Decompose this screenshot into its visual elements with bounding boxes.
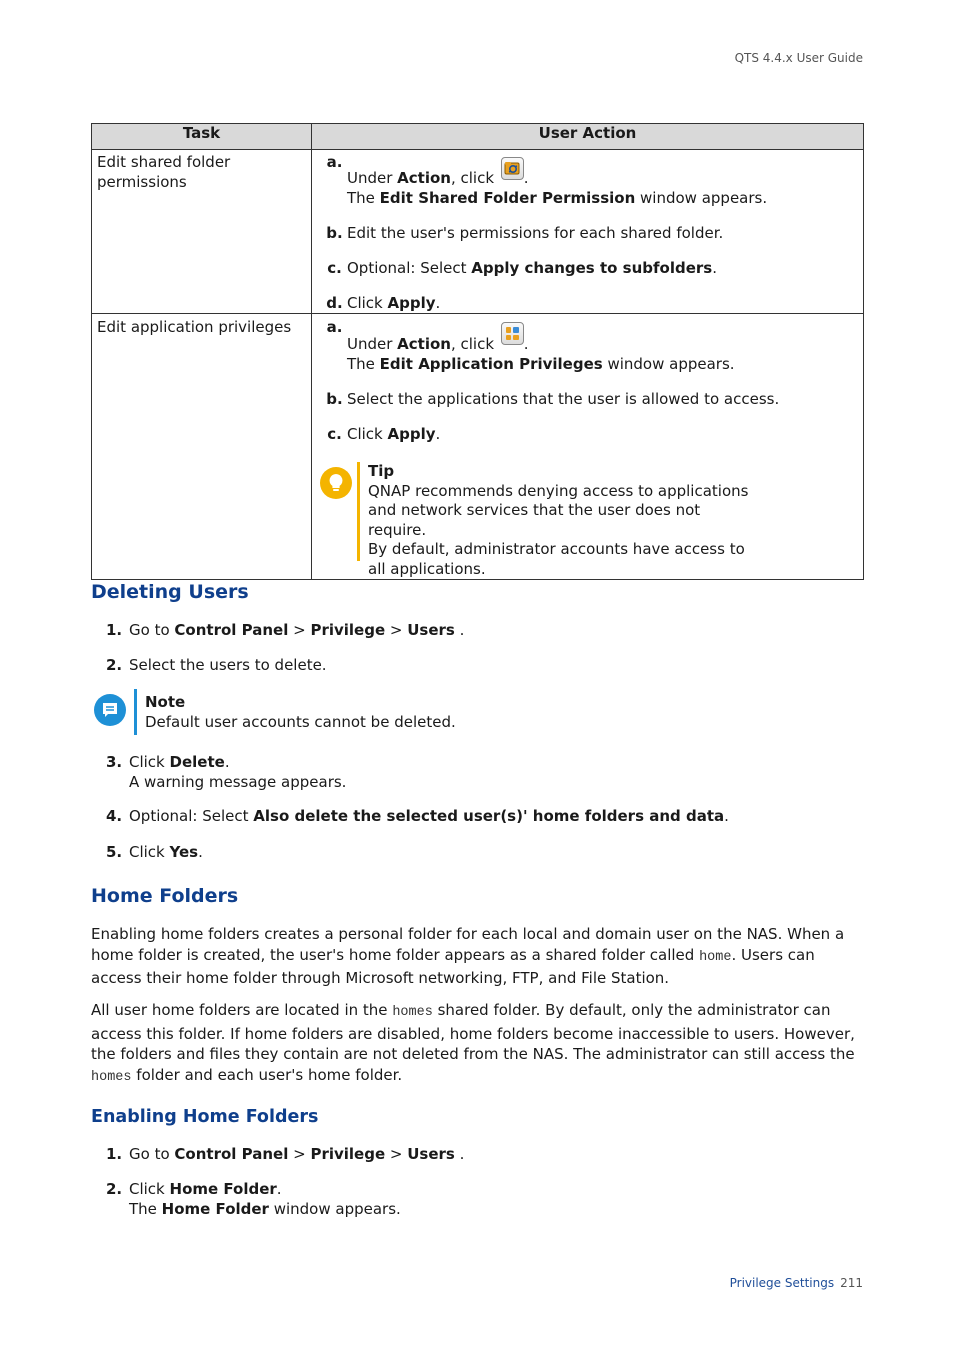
section-heading-deleting-users: Deleting Users [91,581,249,603]
note-body: Default user accounts cannot be deleted. [145,713,456,731]
list-item: 1. Go to Control Panel > Privilege > Users . [106,1145,465,1163]
table-row [92,314,864,580]
task-cell: Edit application privileges [92,314,312,580]
note-bar [134,689,137,735]
tip-text: Tip QNAP recommends denying access to applications and network services that the user does not require. By default, administrator accounts have access to all applications. [368,462,749,578]
list-item: 3. Click Delete. A warning message appears. [106,753,347,791]
tip-callout [320,462,853,579]
action-step: a. Under Action, click . The Edit Application Privileges window appears. [326,318,735,373]
note-icon [94,694,126,726]
tip-bar [357,462,360,561]
section-heading-enabling-home-folders: Enabling Home Folders [91,1107,319,1127]
task-cell: Edit shared folder permissions [92,150,312,314]
list-item: 4. Optional: Select Also delete the selected user(s)' home folders and data. [106,807,729,825]
folder-permission-icon[interactable] [501,157,524,180]
note-callout [94,689,456,735]
note-title: Note [145,693,186,711]
column-header-action: User Action [312,124,864,150]
action-step: b. Select the applications that the user is allowed to access. [326,390,780,408]
section-heading-home-folders: Home Folders [91,885,239,907]
app-privileges-icon[interactable] [501,322,524,345]
action-step: c. Click Apply. [327,425,441,443]
list-item: 2. Select the users to delete. [106,656,327,674]
column-header-task: Task [92,124,312,150]
action-step: a. Under Action, click . The Edit Shared Folder Permission window appears. [326,153,768,207]
action-cell [312,150,864,314]
task-action-table [91,123,864,580]
page-number: 211 [840,1276,863,1290]
footer-section-name: Privilege Settings [729,1276,835,1290]
action-step: b. Edit the user's permissions for each shared folder. [326,224,724,242]
lightbulb-icon [320,467,352,499]
table-row [92,150,864,314]
tip-title: Tip [368,462,395,480]
paragraph: Enabling home folders creates a personal folder for each local and domain user on the NAS. When a home folder is created, the user's home folder appears as a shared folder called home. Users can access their home folder through Microsoft networking, FTP, and File Station. [91,925,845,987]
page-footer [730,1276,863,1290]
action-cell [312,314,864,580]
paragraph: All user home folders are located in the homes shared folder. By default, only the administrator can access this folder. If home folders are disabled, home folders become inaccessible to users. However, the folders and files they contain are not deleted from the NAS. The administrator can still access the homes folder and each user's home folder. [91,1001,855,1085]
list-item: 5. Click Yes. [106,843,203,861]
action-step: c. Optional: Select Apply changes to subfolders. [327,259,717,277]
list-item: 1. Go to Control Panel > Privilege > Users . [106,621,465,639]
action-step: d. Click Apply. [326,294,441,312]
list-item: 2. Click Home Folder. The Home Folder window appears. [106,1180,401,1218]
running-header: QTS 4.4.x User Guide [734,51,863,65]
